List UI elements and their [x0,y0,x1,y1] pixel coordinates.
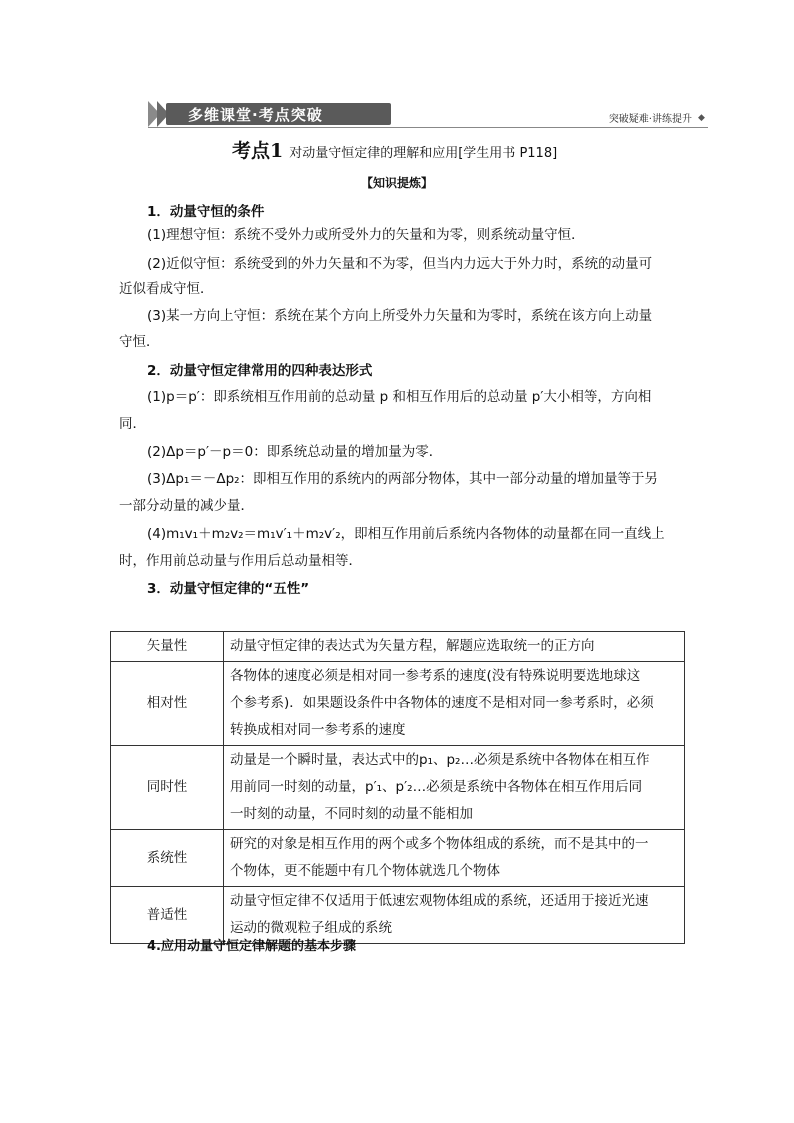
property-name: 矢量性 [111,632,224,662]
table-row [111,662,685,746]
paragraph: (1)理想守恒：系统不受外力或所受外力的矢量和为零，则系统动量守恒． [147,227,585,243]
diamond-icon: ◆ [698,113,705,123]
desc-line: 一时刻的动量，不同时刻的动量不能相加 [230,806,473,822]
property-desc [224,830,685,887]
desc-line: 各物体的速度必须是相对同一参考系的速度(没有特殊说明要选地球这 [230,668,641,684]
title-text: 对动量守恒定律的理解和应用[学生用书 P118] [289,146,558,161]
desc-line: 转换成相对同一参考系的速度 [230,722,406,738]
desc-line: 动量守恒定律的表达式为矢量方程，解题应选取统一的正方向 [230,638,595,654]
property-desc [224,632,685,662]
properties-table [110,631,685,944]
property-name: 普适性 [111,887,224,944]
paragraph: (4)m₁v₁＋m₂v₂＝m₁v′₁＋m₂v′₂，即相互作用前后系统内各物体的动量都在同一直线上 [147,526,665,542]
paragraph: (3)Δp₁＝－Δp₂：即相互作用的系统内的两部分物体，其中一部分动量的增加量等于另 [147,471,659,487]
desc-line: 个参考系)．如果题设条件中各物体的速度不是相对同一参考系时，必须 [230,695,654,711]
paragraph: 1．动量守恒的条件 [147,204,265,220]
knowledge-subhead: 【知识提炼】 [360,176,433,190]
paragraph: (2)近似守恒：系统受到的外力矢量和不为零，但当内力远大于外力时，系统的动量可 [147,256,653,272]
desc-line: 动量是一个瞬时量，表达式中的p₁、p₂…必须是系统中各物体在相互作 [230,752,650,768]
title-number: 考点1 [232,140,284,162]
property-desc [224,662,685,746]
paragraph: (3)某一方向上守恒：系统在某个方向上所受外力矢量和为零时，系统在该方向上动量 [147,308,653,324]
desc-line: 用前同一时刻的动量，p′₁、p′₂…必须是系统中各物体在相互作用后同 [230,779,643,795]
desc-line: 运动的微观粒子组成的系统 [230,920,392,936]
banner-title: 多维课堂·考点突破 [188,106,323,124]
paragraph: (1)p＝p′：即系统相互作用前的总动量 p 和相互作用后的总动量 p′大小相等，方向相 [147,389,652,405]
table-row [111,746,685,830]
property-name: 相对性 [111,662,224,746]
header-rule [148,127,708,128]
desc-line: 研究的对象是相互作用的两个或多个物体组成的系统，而不是其中的一 [230,836,649,852]
table-row [111,830,685,887]
section-banner [148,101,393,127]
paragraph: 近似看成守恒． [119,281,214,297]
paragraph: 3．动量守恒定律的“五性” [147,581,310,597]
header-subtitle: 突破疑难·讲练提升 [608,114,692,125]
paragraph: 守恒． [119,334,160,350]
paragraph: 一部分动量的减少量． [119,498,254,514]
paragraph: 同． [119,416,146,432]
paragraph: 4.应用动量守恒定律解题的基本步骤 [147,939,356,954]
property-name: 系统性 [111,830,224,887]
desc-line: 动量守恒定律不仅适用于低速宏观物体组成的系统，还适用于接近光速 [230,893,649,909]
paragraph: (2)Δp＝p′－p＝0：即系统总动量的增加量为零． [147,444,443,460]
desc-line: 个物体，更不能题中有几个物体就选几个物体 [230,863,500,879]
section-title [232,136,557,163]
property-desc [224,746,685,830]
table-row [111,632,685,662]
paragraph: 2．动量守恒定律常用的四种表达形式 [147,363,373,379]
property-name: 同时性 [111,746,224,830]
paragraph: 时，作用前总动量与作用后总动量相等． [119,553,362,569]
